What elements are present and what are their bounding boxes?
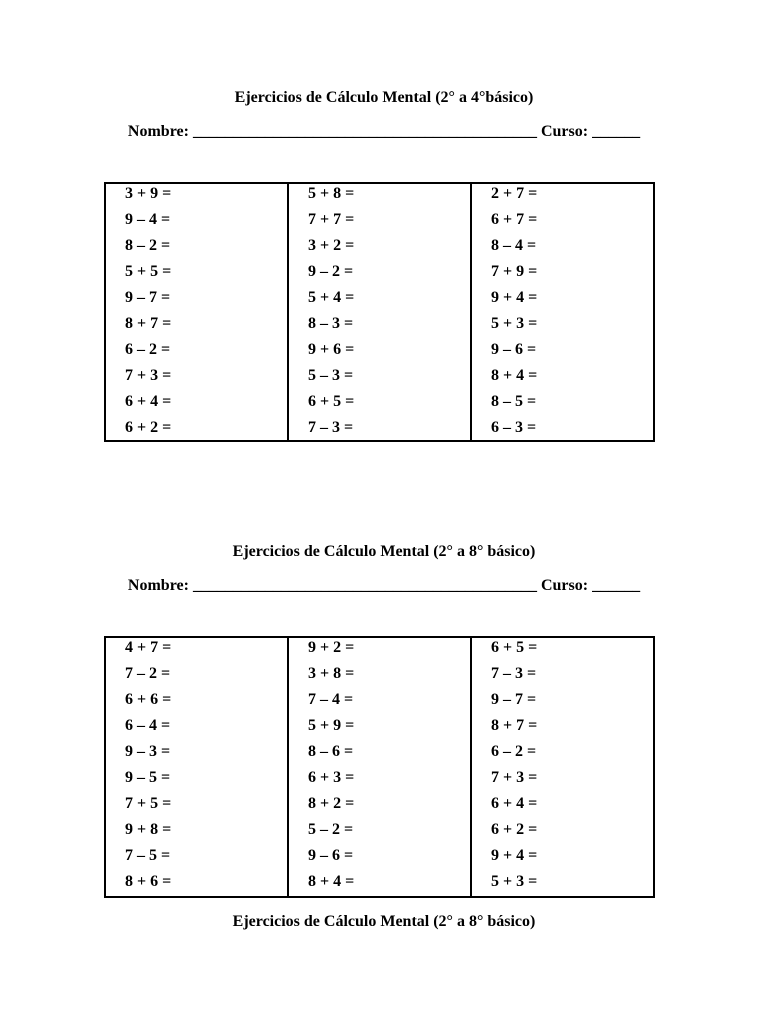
exercise-item: 9 – 4 = — [125, 211, 171, 228]
exercise-item: 8 – 5 = — [491, 393, 537, 410]
exercise-item: 6 – 2 = — [125, 341, 171, 358]
exercise-item: 3 + 9 = — [125, 185, 172, 202]
exercise-item: 9 + 4 = — [491, 289, 538, 306]
exercise-item: 9 – 6 = — [308, 847, 354, 864]
exercise-item: 6 – 4 = — [125, 717, 171, 734]
exercise-item: 5 + 3 = — [491, 315, 538, 332]
exercise-item: 5 + 4 = — [308, 289, 355, 306]
exercise-item: 3 + 2 = — [308, 237, 355, 254]
exercise-item: 7 + 7 = — [308, 211, 355, 228]
exercise-item: 8 + 4 = — [308, 873, 355, 890]
exercise-item: 7 – 3 = — [308, 419, 354, 436]
worksheet-2-exercise-table — [104, 636, 655, 898]
exercise-item: 9 + 8 = — [125, 821, 172, 838]
course-label: Curso: — [540, 123, 589, 140]
name-blank[interactable]: ___________________________________________ — [192, 123, 537, 140]
exercise-item: 6 + 5 = — [491, 639, 538, 656]
exercise-item: 6 + 4 = — [491, 795, 538, 812]
exercise-item: 8 + 2 = — [308, 795, 355, 812]
exercise-item: 5 + 5 = — [125, 263, 172, 280]
exercise-item: 6 + 2 = — [125, 419, 172, 436]
exercise-item: 7 – 4 = — [308, 691, 354, 708]
exercise-item: 8 + 7 = — [491, 717, 538, 734]
exercise-item: 9 – 2 = — [308, 263, 354, 280]
exercise-item: 5 + 8 = — [308, 185, 355, 202]
name-label: Nombre: — [127, 577, 189, 594]
course-blank[interactable]: ______ — [592, 123, 641, 140]
exercise-item: 9 – 7 = — [125, 289, 171, 306]
exercise-item: 8 – 3 = — [308, 315, 354, 332]
exercise-item: 5 + 9 = — [308, 717, 355, 734]
exercise-item: 6 + 2 = — [491, 821, 538, 838]
exercise-item: 7 + 3 = — [491, 769, 538, 786]
course-label: Curso: — [540, 577, 589, 594]
worksheet-1-name-line — [0, 122, 768, 142]
exercise-column-1 — [106, 184, 289, 440]
exercise-item: 6 + 6 = — [125, 691, 172, 708]
exercise-column-1 — [106, 638, 289, 896]
exercise-column-3 — [472, 638, 653, 896]
exercise-item: 6 – 2 = — [491, 743, 537, 760]
worksheet-1-title: Ejercicios de Cálculo Mental (2° a 4°básico) — [234, 89, 534, 106]
course-blank[interactable]: ______ — [592, 577, 641, 594]
exercise-item: 7 – 2 = — [125, 665, 171, 682]
exercise-item: 9 + 6 = — [308, 341, 355, 358]
exercise-item: 9 – 5 = — [125, 769, 171, 786]
exercise-item: 9 – 3 = — [125, 743, 171, 760]
exercise-item: 9 – 7 = — [491, 691, 537, 708]
exercise-item: 6 + 3 = — [308, 769, 355, 786]
exercise-item: 6 + 5 = — [308, 393, 355, 410]
exercise-item: 2 + 7 = — [491, 185, 538, 202]
footer-title: Ejercicios de Cálculo Mental (2° a 8° básico) — [232, 913, 536, 930]
worksheet-2-title: Ejercicios de Cálculo Mental (2° a 8° básico) — [232, 543, 536, 560]
exercise-item: 9 – 6 = — [491, 341, 537, 358]
exercise-item: 6 – 3 = — [491, 419, 537, 436]
exercise-item: 7 – 5 = — [125, 847, 171, 864]
exercise-item: 5 + 3 = — [491, 873, 538, 890]
name-blank[interactable]: ___________________________________________ — [192, 577, 537, 594]
exercise-item: 8 – 4 = — [491, 237, 537, 254]
exercise-item: 7 + 3 = — [125, 367, 172, 384]
exercise-item: 6 + 7 = — [491, 211, 538, 228]
exercise-item: 7 + 5 = — [125, 795, 172, 812]
exercise-column-2 — [289, 638, 472, 896]
exercise-item: 7 + 9 = — [491, 263, 538, 280]
exercise-item: 8 + 4 = — [491, 367, 538, 384]
exercise-item: 4 + 7 = — [125, 639, 172, 656]
exercise-item: 3 + 8 = — [308, 665, 355, 682]
exercise-item: 9 + 2 = — [308, 639, 355, 656]
exercise-item: 8 – 2 = — [125, 237, 171, 254]
exercise-column-2 — [289, 184, 472, 440]
exercise-item: 7 – 3 = — [491, 665, 537, 682]
exercise-item: 6 + 4 = — [125, 393, 172, 410]
exercise-item: 5 – 2 = — [308, 821, 354, 838]
worksheet-2-name-line — [0, 576, 768, 596]
exercise-item: 9 + 4 = — [491, 847, 538, 864]
name-label: Nombre: — [127, 123, 189, 140]
exercise-column-3 — [472, 184, 653, 440]
exercise-item: 8 + 6 = — [125, 873, 172, 890]
exercise-item: 8 – 6 = — [308, 743, 354, 760]
exercise-item: 8 + 7 = — [125, 315, 172, 332]
exercise-item: 5 – 3 = — [308, 367, 354, 384]
worksheet-1-exercise-table — [104, 182, 655, 442]
